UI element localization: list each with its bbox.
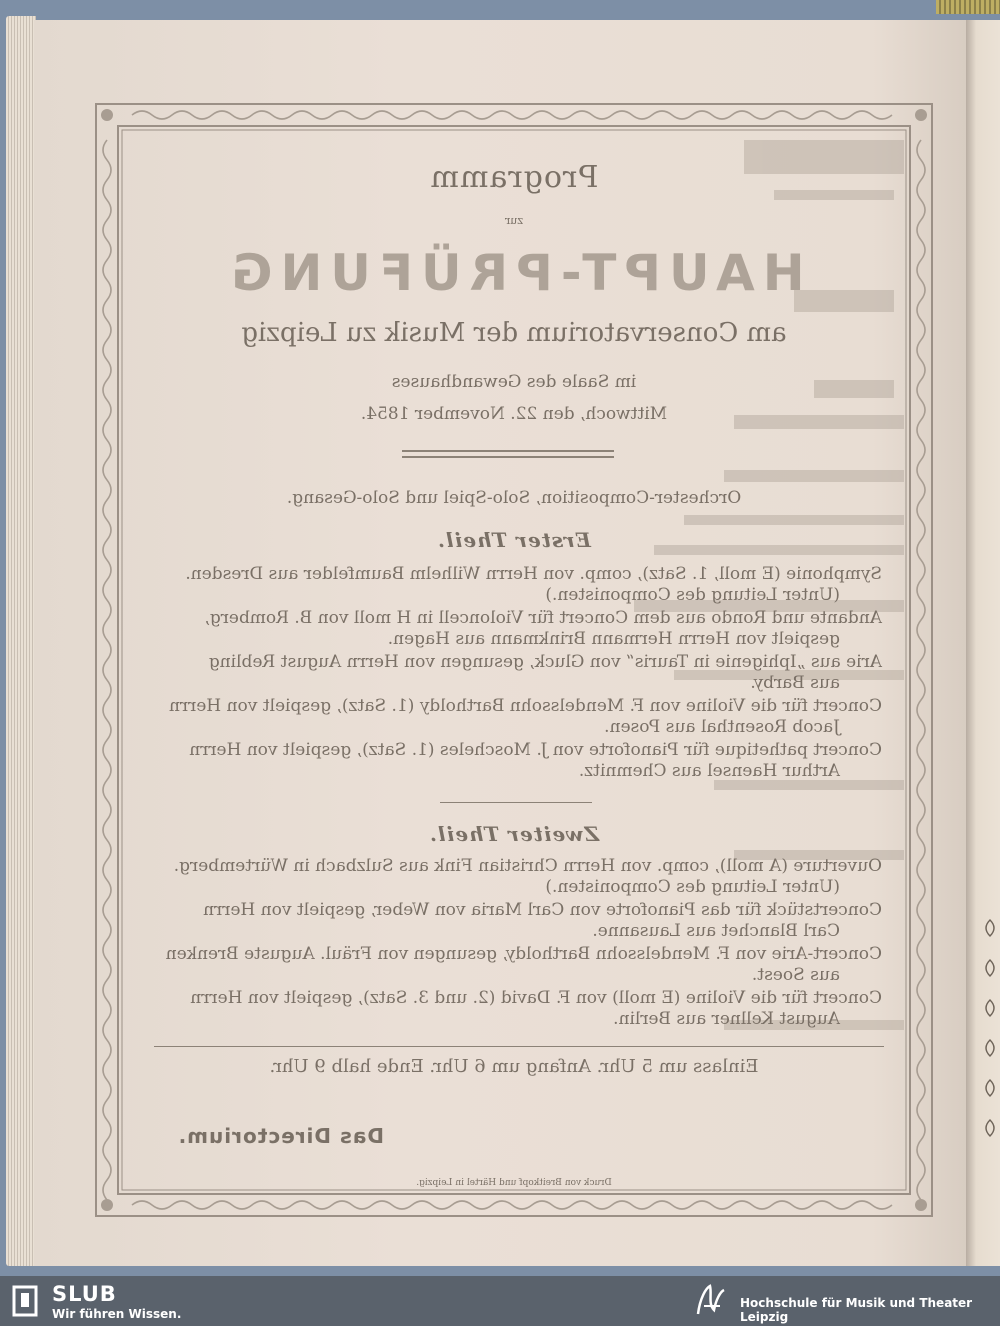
program-title: Programm — [429, 160, 599, 195]
date-line: Mittwoch, den 22. November 1854. — [360, 404, 668, 424]
facing-page-edge — [966, 20, 1000, 1266]
zur-label: zur — [504, 214, 524, 227]
program-item — [164, 564, 882, 606]
partner-name[interactable]: Hochschule für Musik und Theater Leipzig — [740, 1296, 973, 1324]
slub-logo-icon — [12, 1285, 42, 1317]
program-item-line: Carl Blanchet aus Lausanne. — [592, 921, 840, 941]
hmt-logo-icon — [690, 1280, 730, 1322]
program-item-line: Andante und Rondo aus dem Concert für Violoncell in H moll von B. Romberg, — [204, 608, 882, 628]
program-page — [34, 20, 966, 1266]
program-item — [164, 696, 882, 738]
main-heading: HAUPT-PRÜFUNG — [223, 244, 805, 302]
program-item-line: aus Soest. — [751, 965, 840, 985]
program-item-line: Concert-Arie von F. Mendelssohn Bartholdy, gesungen von Fräul. Auguste Brenken — [165, 944, 882, 964]
bookmark-ribbon — [936, 0, 1000, 14]
program-item-line: (Unter Leitung des Componisten.) — [545, 877, 840, 897]
program-item-line: gespielt von Herrn Hermann Brinkmann aus Hagen. — [387, 629, 840, 649]
program-item — [164, 740, 882, 782]
program-item-line: Concertstück für das Pianoforte von Carl Maria von Weber, gespielt von Herrn — [203, 900, 882, 920]
times-line: Einlass um 5 Uhr. Anfang um 6 Uhr. Ende halb 9 Uhr. — [269, 1056, 759, 1077]
program-item-line: Symphonie (E moll, 1. Satz), comp. von Herrn Wilhelm Baumfelder aus Dresden. — [185, 564, 882, 584]
subtitle-line: Orchester-Composition, Solo-Spiel und Solo-Gesang. — [286, 488, 742, 508]
part1-heading: Erster Theil. — [437, 528, 591, 552]
program-item-line: Concert für die Violine von F. Mendelssohn Bartholdy (1. Satz), gespielt von Herrn — [169, 696, 882, 716]
facing-page-ornament-icon — [966, 20, 1000, 1266]
divider-double-1 — [402, 450, 614, 452]
library-tagline: Wir führen Wissen. — [52, 1307, 182, 1321]
section-divider — [440, 802, 592, 803]
footer-divider — [154, 1046, 884, 1047]
program-item — [164, 856, 882, 898]
program-item-line: Concert für die Violine (E moll) von F. David (2. und 3. Satz), gespielt von Herrn — [190, 988, 882, 1008]
program-item — [164, 944, 882, 986]
viewer-footer — [0, 1276, 1000, 1326]
library-name[interactable]: SLUB — [52, 1282, 117, 1306]
program-item-line: August Kellner aus Berlin. — [613, 1009, 840, 1029]
page-edges — [6, 16, 36, 1266]
program-item-line: Ouverture (A moll), comp. von Herrn Christian Fink aus Sulzbach in Würtemberg. — [173, 856, 882, 876]
program-item — [164, 900, 882, 942]
program-text-mirrored — [124, 132, 904, 1192]
program-item — [164, 608, 882, 650]
program-item-line: Concert pathetique für Pianoforte von J. Moscheles (1. Satz), gespielt von Herrn — [189, 740, 882, 760]
part2-heading: Zweiter Theil. — [429, 822, 599, 846]
program-item-line: Jacob Rosenthal aus Posen. — [604, 717, 840, 737]
institution-line: am Conservatorium der Musik zu Leipzig — [241, 318, 787, 348]
program-item-line: aus Barby. — [750, 673, 840, 693]
program-item — [164, 652, 882, 694]
printer-imprint: Druck von Breitkopf und Härtel in Leipzig. — [416, 1178, 612, 1188]
divider-double-2 — [402, 456, 614, 458]
program-item — [164, 988, 882, 1030]
program-item-line: Arie aus „Iphigenie in Tauris“ von Gluck, gesungen von Herrn August Rebling — [208, 652, 882, 672]
directorate-signature: Das Directorium. — [177, 1124, 384, 1148]
program-item-line: (Unter Leitung des Componisten.) — [545, 585, 840, 605]
program-item-line: Arthur Haensel aus Chemnitz. — [578, 761, 840, 781]
venue-line: im Saale des Gewandhauses — [391, 372, 637, 392]
